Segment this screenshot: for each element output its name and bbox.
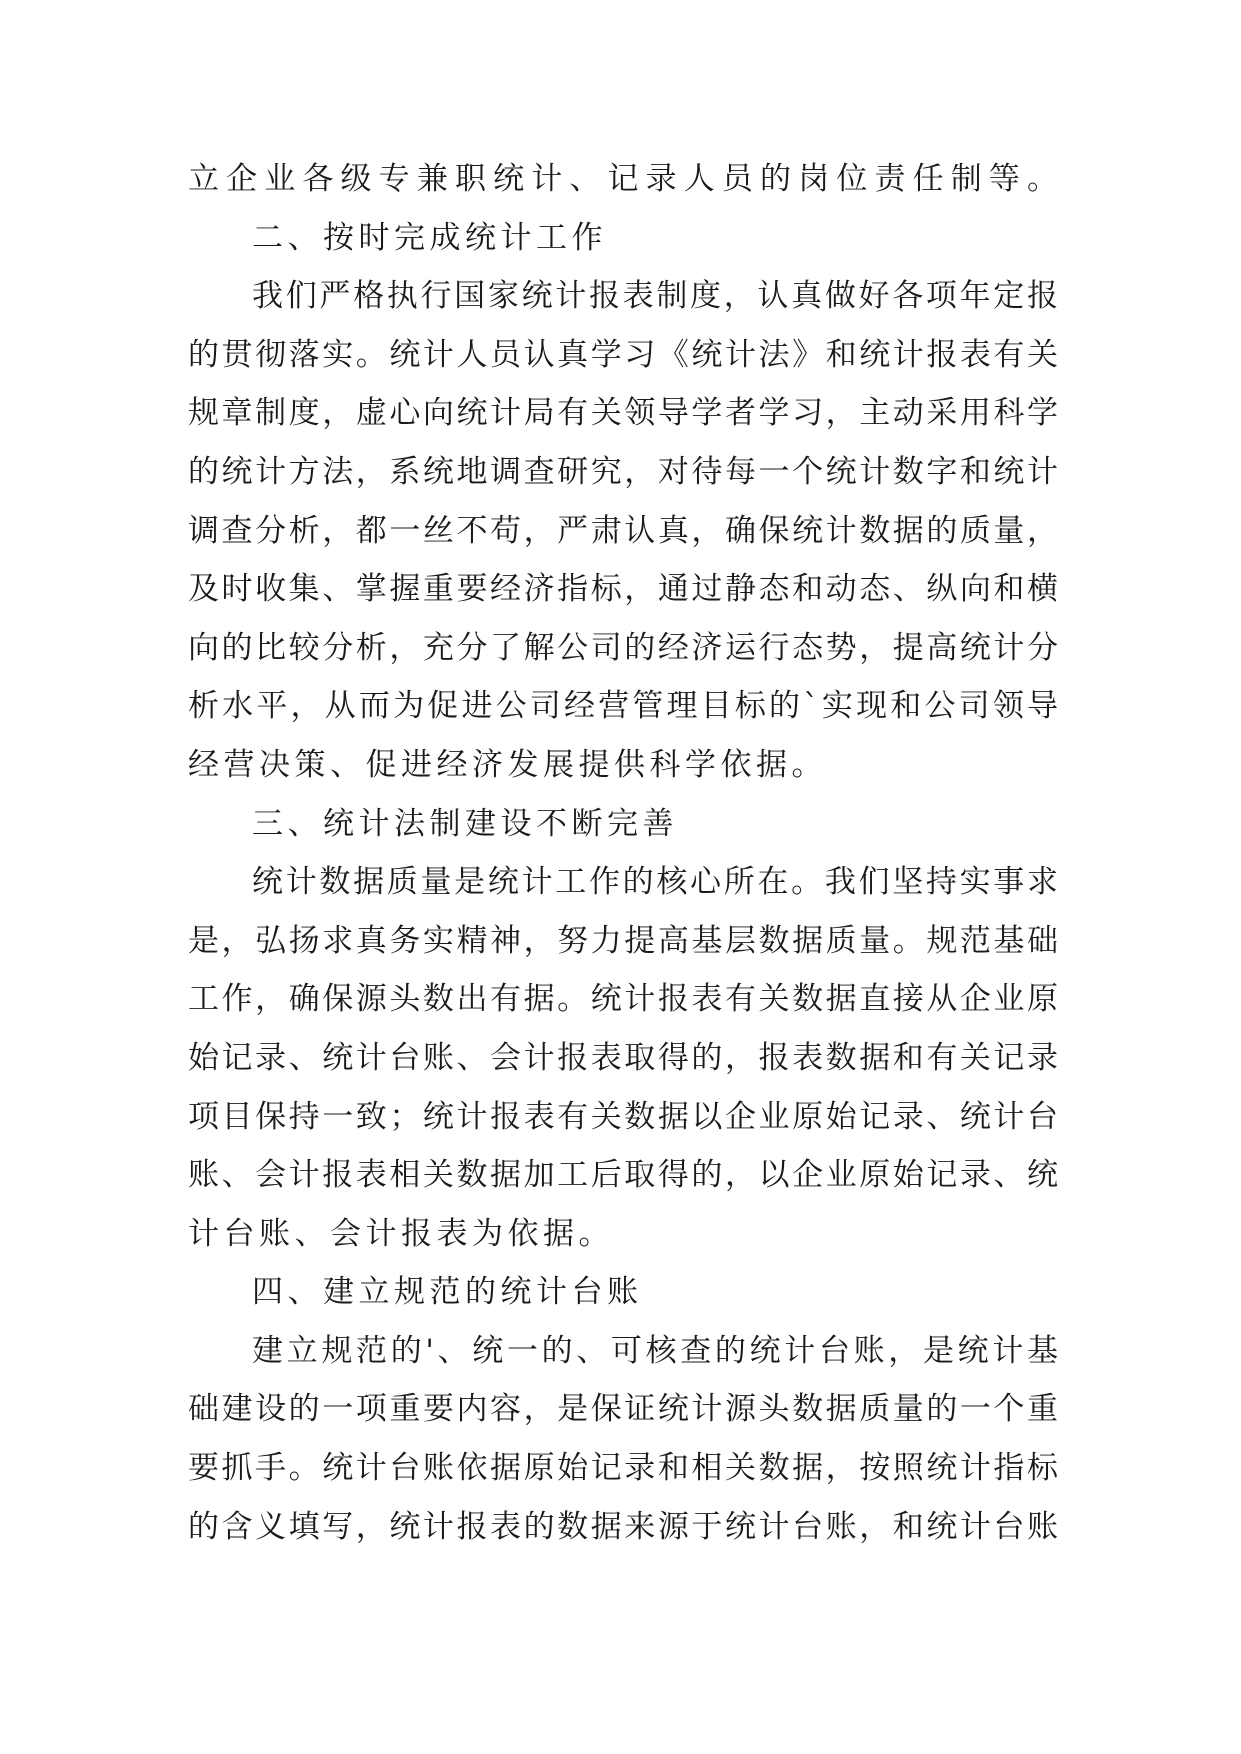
- paragraph-line: 建立规范的'、统一的、可核查的统计台账，是统计基: [252, 1332, 1058, 1369]
- paragraph-line: 规章制度，虚心向统计局有关领导学者学习，主动采用科学: [188, 395, 1058, 432]
- paragraph-line: 的含义填写，统计报表的数据来源于统计台账，和统计台账: [188, 1508, 1058, 1545]
- paragraph-line: 立企业各级专兼职统计、记录人员的岗位责任制等。: [188, 161, 1058, 197]
- paragraph-line: 要抓手。统计台账依据原始记录和相关数据，按照统计指标: [188, 1450, 1058, 1487]
- paragraph-line: 析水平，从而为促进公司经营管理目标的`实现和公司领导: [188, 688, 1058, 725]
- paragraph-line: 始记录、统计台账、会计报表取得的，报表数据和有关记录: [188, 1039, 1058, 1076]
- section-heading: 四、建立规范的统计台账: [252, 1274, 643, 1311]
- paragraph-line: 账、会计报表相关数据加工后取得的，以企业原始记录、统: [188, 1157, 1058, 1194]
- paragraph-line: 我们严格执行国家统计报表制度，认真做好各项年定报: [252, 278, 1058, 315]
- paragraph-line: 统计数据质量是统计工作的核心所在。我们坚持实事求: [252, 864, 1058, 901]
- paragraph-line: 及时收集、掌握重要经济指标，通过静态和动态、纵向和横: [188, 571, 1058, 608]
- paragraph-line: 经营决策、促进经济发展提供科学依据。: [188, 746, 827, 783]
- paragraph-line: 的统计方法，系统地调查研究，对待每一个统计数字和统计: [188, 453, 1058, 490]
- paragraph-line: 计台账、会计报表为依据。: [188, 1215, 614, 1252]
- paragraph-line: 向的比较分析，充分了解公司的经济运行态势，提高统计分: [188, 629, 1058, 666]
- section-heading: 二、按时完成统计工作: [252, 219, 607, 256]
- paragraph-line: 调查分析，都一丝不苟，严肃认真，确保统计数据的质量，: [188, 512, 1058, 549]
- paragraph-line: 础建设的一项重要内容，是保证统计源头数据质量的一个重: [188, 1391, 1058, 1428]
- paragraph-line: 是，弘扬求真务实精神，努力提高基层数据质量。规范基础: [188, 922, 1058, 959]
- paragraph-line: 工作，确保源头数出有据。统计报表有关数据直接从企业原: [188, 981, 1058, 1018]
- section-heading: 三、统计法制建设不断完善: [252, 805, 678, 842]
- paragraph-line: 的贯彻落实。统计人员认真学习《统计法》和统计报表有关: [188, 336, 1058, 373]
- document-page: [188, 150, 1058, 1556]
- paragraph-line: 项目保持一致；统计报表有关数据以企业原始记录、统计台: [188, 1098, 1058, 1135]
